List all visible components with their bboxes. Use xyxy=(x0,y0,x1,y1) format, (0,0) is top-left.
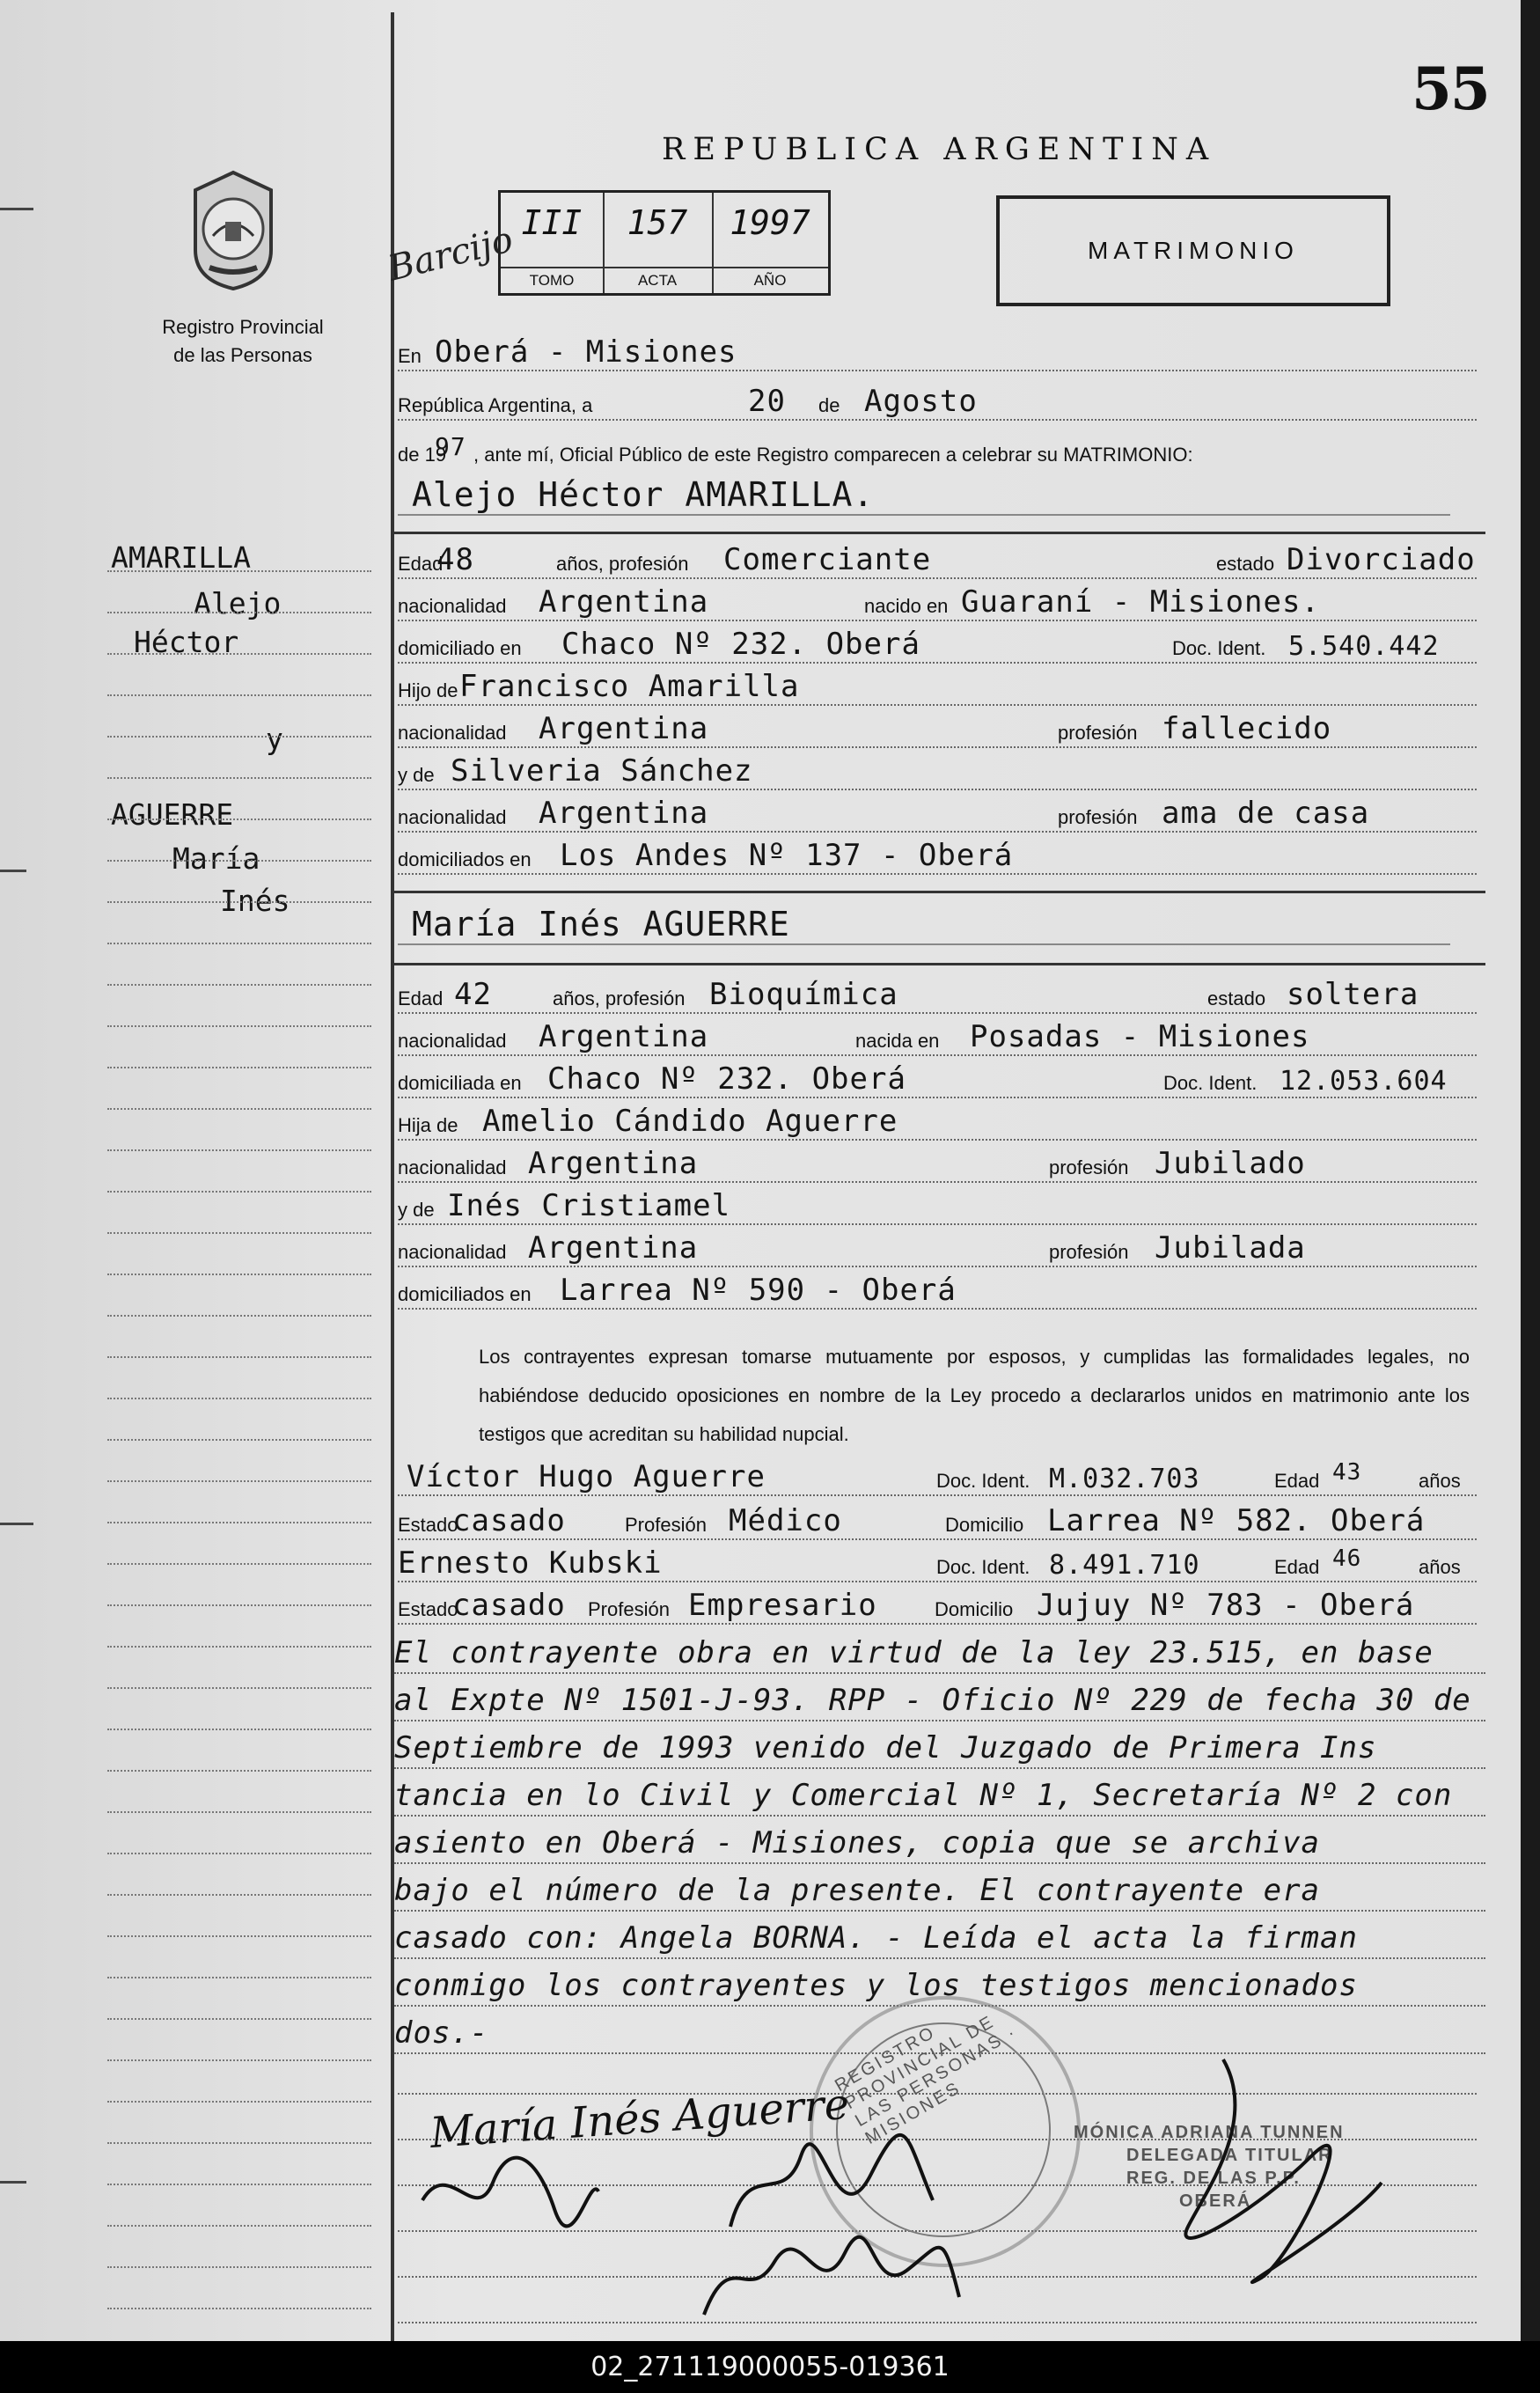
margin-ruled-line xyxy=(107,694,371,696)
bride-name-line xyxy=(398,905,1450,947)
bride-dom-label: domiciliada en xyxy=(398,1072,522,1094)
margin-ruled-line xyxy=(107,1853,371,1854)
note-line xyxy=(394,1771,1485,1818)
bride-nacida-label: nacida en xyxy=(855,1030,940,1052)
witness-2-domicilio: Jujuy Nº 783 - Oberá xyxy=(1037,1588,1415,1623)
note-line xyxy=(394,1913,1485,1961)
groom-estado: Divorciado xyxy=(1287,542,1476,577)
witness-1-signature xyxy=(730,2135,933,2227)
note-text: conmigo los contrayentes y los testigos mencionados xyxy=(394,1968,1358,2003)
witness-1-anos-label: años xyxy=(1419,1470,1461,1492)
note-line xyxy=(394,1676,1485,1723)
margin-ruled-line xyxy=(107,1770,371,1772)
header-statement: , ante mí, Oficial Público de este Registro comparecen a celebrar su MATRIMONIO: xyxy=(473,444,1193,466)
month-value: Agosto xyxy=(864,384,978,419)
margin-ruled-line xyxy=(107,2266,371,2268)
note-text: bajo el número de la presente. El contrayente era xyxy=(394,1873,1321,1908)
bride-nac-label: nacionalidad xyxy=(398,1030,507,1052)
margin-ruled-line xyxy=(107,901,371,903)
margin-ruled-line xyxy=(107,1025,371,1027)
bride-father-label: Hija de xyxy=(398,1114,458,1136)
witness-1-detail-line xyxy=(398,1505,1477,1542)
bride-parents-dom-label: domiciliados en xyxy=(398,1283,532,1305)
groom-nacionalidad: Argentina xyxy=(539,584,709,620)
groom-estado-label: estado xyxy=(1216,553,1275,575)
groom-father-nac-label: nacionalidad xyxy=(398,722,507,744)
groom-nationality-line xyxy=(398,586,1477,623)
legal-text-body: Los contrayentes expresan tomarse mutuamente por esposos, y cumplidas las formalidades legales, no habiéndose deducido oposiciones en nombre de la Ley procedo a declararlos unidos en matrimonio ante los testigos que acreditan su habilidad nupcial. xyxy=(479,1346,1470,1445)
country-heading: REPUBLICA ARGENTINA xyxy=(662,132,1217,167)
margin-ruled-line xyxy=(107,777,371,779)
margin-ruled-line xyxy=(107,818,371,820)
witness-2-name: Ernesto Kubski xyxy=(398,1545,663,1581)
bride-age-line xyxy=(398,979,1477,1016)
margin-and: y xyxy=(266,722,283,756)
bride-nacida: Posadas - Misiones xyxy=(970,1019,1310,1054)
registry-line-1: Registro Provincial xyxy=(162,316,324,338)
margin-ruled-line xyxy=(107,736,371,738)
margin-ruled-line xyxy=(107,612,371,613)
groom-domicilio: Chaco Nº 232. Oberá xyxy=(561,627,920,662)
margin-ruled-line xyxy=(107,860,371,862)
day-value: 20 xyxy=(748,384,786,419)
officer-stamp-line: OBERÁ xyxy=(1179,2191,1252,2211)
bride-father-line xyxy=(398,1105,1477,1142)
margin-ruled-line xyxy=(107,1811,371,1813)
note-text: tancia en lo Civil y Comercial Nº 1, Secretaría Nº 2 con xyxy=(394,1778,1453,1813)
witness-2-edad: 46 xyxy=(1332,1545,1362,1572)
act-type-box: MATRIMONIO xyxy=(996,195,1390,306)
margin-ruled-line xyxy=(107,2308,371,2309)
groom-name: Alejo Héctor AMARILLA. xyxy=(412,475,875,514)
anio-value: 1997 xyxy=(730,203,810,242)
witness-1-dom-label: Domicilio xyxy=(945,1514,1024,1536)
margin-ruled-line xyxy=(107,1563,371,1565)
note-text: asiento en Oberá - Misiones, copia que se archiva xyxy=(394,1825,1321,1861)
margin-ruled-line xyxy=(107,1439,371,1441)
witness-2-edad-label: Edad xyxy=(1274,1556,1320,1578)
groom-parents-dom: Los Andes Nº 137 - Oberá xyxy=(560,838,1014,873)
witness-1-prof-label: Profesión xyxy=(625,1514,707,1536)
margin-ruled-line xyxy=(107,1274,371,1275)
groom-anos-label: años, profesión xyxy=(556,553,689,575)
groom-mother-nat-line xyxy=(398,797,1477,834)
witness-2-dom-label: Domicilio xyxy=(935,1598,1014,1620)
margin-ruled-line xyxy=(107,1646,371,1648)
officer-signature xyxy=(1185,2059,1382,2282)
place-value: Oberá - Misiones xyxy=(435,334,737,370)
witness-1-estado-label: Estado xyxy=(398,1514,458,1536)
bride-estado: soltera xyxy=(1287,977,1419,1012)
groom-signature xyxy=(422,2158,598,2227)
margin-tick xyxy=(0,2181,26,2184)
groom-nacido: Guaraní - Misiones. xyxy=(961,584,1320,620)
margin-ruled-line xyxy=(107,1687,371,1689)
note-text: El contrayente obra en virtud de la ley 23.515, en base xyxy=(394,1635,1434,1670)
groom-mother-nac: Argentina xyxy=(539,796,709,831)
margin-bride-given-1: María xyxy=(172,841,260,876)
margin-ruled-line xyxy=(107,1522,371,1523)
place-line xyxy=(398,336,1477,373)
witness-2-signature xyxy=(704,2237,959,2315)
bride-mother-prof: Jubilada xyxy=(1155,1230,1306,1266)
bride-mother-nat-line xyxy=(398,1232,1477,1269)
en-label: En xyxy=(398,345,422,367)
bride-nacionalidad: Argentina xyxy=(539,1019,709,1054)
groom-mother: Silveria Sánchez xyxy=(451,753,753,789)
groom-mother-prof-label: profesión xyxy=(1058,806,1138,828)
republica-label: República Argentina, a xyxy=(398,394,593,416)
groom-nacido-label: nacido en xyxy=(864,595,949,617)
bride-profesion: Bioquímica xyxy=(709,977,898,1012)
margin-groom-given-2: Héctor xyxy=(134,625,239,659)
groom-father-prof-label: profesión xyxy=(1058,722,1138,744)
groom-dom-label: domiciliado en xyxy=(398,637,522,659)
witness-1-doc: M.032.703 xyxy=(1049,1464,1200,1494)
province-seal-icon xyxy=(187,169,280,292)
bride-mother-prof-label: profesión xyxy=(1049,1241,1129,1263)
witness-1-doc-label: Doc. Ident. xyxy=(936,1470,1030,1492)
bride-parents-dom: Larrea Nº 590 - Oberá xyxy=(560,1273,957,1308)
note-line xyxy=(394,1818,1485,1866)
bride-mother-label: y de xyxy=(398,1199,435,1221)
margin-ruled-line xyxy=(107,1398,371,1399)
groom-edad-label: Edad xyxy=(398,553,444,575)
bride-mother: Inés Cristiamel xyxy=(447,1188,731,1223)
bride-signature: María Inés Aguerre xyxy=(428,2079,851,2158)
witness-1-name: Víctor Hugo Aguerre xyxy=(407,1459,766,1494)
bride-mother-nac: Argentina xyxy=(528,1230,699,1266)
margin-ruled-line xyxy=(107,1356,371,1358)
marginal-signature: Barcijo xyxy=(384,219,517,290)
witness-2-estado: casado xyxy=(452,1588,566,1623)
bride-father: Amelio Cándido Aguerre xyxy=(482,1104,898,1139)
margin-ruled-line xyxy=(107,570,371,572)
bride-domicilio: Chaco Nº 232. Oberá xyxy=(547,1061,906,1097)
section-divider xyxy=(394,963,1485,965)
witness-2-doc: 8.491.710 xyxy=(1049,1550,1200,1581)
bride-edad: 42 xyxy=(454,977,492,1012)
note-text: casado con: Angela BORNA. - Leída el acta la firman xyxy=(394,1920,1358,1956)
bride-doc-label: Doc. Ident. xyxy=(1163,1072,1258,1094)
bride-anos-label: años, profesión xyxy=(553,987,686,1009)
margin-ruled-line xyxy=(107,1480,371,1482)
anio-cell xyxy=(712,193,828,293)
tomo-cell xyxy=(501,193,605,293)
witness-1-edad-label: Edad xyxy=(1274,1470,1320,1492)
bride-mother-line xyxy=(398,1190,1477,1227)
margin-ruled-line xyxy=(107,2142,371,2144)
section-divider xyxy=(394,532,1485,534)
witness-1-edad: 43 xyxy=(1332,1459,1362,1486)
note-line xyxy=(394,1628,1485,1676)
groom-father-line xyxy=(398,671,1477,708)
file-id-bar: 02_271119000055-019361 xyxy=(0,2341,1540,2393)
margin-ruled-line xyxy=(107,943,371,944)
witness-2-anos-label: años xyxy=(1419,1556,1461,1578)
margin-tick xyxy=(0,1523,33,1525)
margin-ruled-line xyxy=(107,1729,371,1730)
officer-stamp-line: DELEGADA TITULAR xyxy=(1126,2146,1333,2165)
margin-tick xyxy=(0,870,26,872)
groom-parents-dom-label: domiciliados en xyxy=(398,848,532,870)
page-number: 55 xyxy=(1412,55,1489,123)
registry-name xyxy=(123,313,363,370)
groom-mother-prof: ama de casa xyxy=(1162,796,1370,831)
officer-stamp-line: MÓNICA ADRIANA TUNNEN xyxy=(1074,2123,1345,2142)
year-line xyxy=(398,432,1477,472)
margin-bride-surname: AGUERRE xyxy=(111,797,234,832)
margin-ruled-line xyxy=(107,1315,371,1317)
witness-1-line xyxy=(398,1461,1477,1498)
groom-father-nac: Argentina xyxy=(539,711,709,746)
bride-father-nac-label: nacionalidad xyxy=(398,1156,507,1178)
margin-ruled-line xyxy=(107,1149,371,1151)
groom-mother-line xyxy=(398,755,1477,792)
margin-ruled-line xyxy=(107,653,371,655)
margin-ruled-line xyxy=(107,1935,371,1937)
margin-ruled-line xyxy=(107,1604,371,1606)
groom-age-line xyxy=(398,544,1477,581)
margin-ruled-line xyxy=(107,1977,371,1978)
groom-doc-label: Doc. Ident. xyxy=(1172,637,1266,659)
bride-nationality-line xyxy=(398,1021,1477,1058)
note-text: dos.- xyxy=(394,2015,489,2051)
margin-ruled-line xyxy=(107,1067,371,1068)
round-stamp-text: REGISTRO PROVINCIAL DE LAS PERSONAS · MISIONES xyxy=(832,2011,1021,2148)
bride-address-line xyxy=(398,1063,1477,1100)
margin-ruled-line xyxy=(107,1232,371,1234)
bride-estado-label: estado xyxy=(1207,987,1266,1009)
bride-parents-address-line xyxy=(398,1274,1477,1311)
signatures xyxy=(414,2051,1426,2332)
anio-label: AÑO xyxy=(712,267,828,293)
note-text: Septiembre de 1993 venido del Juzgado de Primera Ins xyxy=(394,1730,1377,1765)
registry-line-2: de las Personas xyxy=(173,344,312,366)
bride-father-nac: Argentina xyxy=(528,1146,699,1181)
margin-ruled-line xyxy=(107,2101,371,2103)
margin-ruled-line xyxy=(107,2184,371,2185)
year-suffix: 97 xyxy=(435,432,466,461)
margin-ruled-line xyxy=(107,1108,371,1110)
groom-profesion: Comerciante xyxy=(723,542,932,577)
margin-ruled-line xyxy=(107,1191,371,1193)
witness-1-estado: casado xyxy=(452,1503,566,1538)
tomo-label: TOMO xyxy=(501,267,603,293)
note-text: al Expte Nº 1501-J-93. RPP - Oficio Nº 229 de fecha 30 de xyxy=(394,1683,1471,1718)
bride-doc: 12.053.604 xyxy=(1280,1066,1448,1097)
groom-father-nat-line xyxy=(398,713,1477,750)
margin-ruled-line xyxy=(107,984,371,986)
margin-groom-surname: AMARILLA xyxy=(111,540,251,575)
acta-cell xyxy=(603,193,714,293)
witness-2-detail-line xyxy=(398,1589,1477,1626)
witness-1-domicilio: Larrea Nº 582. Oberá xyxy=(1047,1503,1426,1538)
groom-doc: 5.540.442 xyxy=(1288,631,1440,662)
note-line xyxy=(394,1723,1485,1771)
groom-address-line xyxy=(398,628,1477,665)
bride-father-prof: Jubilado xyxy=(1155,1146,1306,1181)
bride-mother-nac-label: nacionalidad xyxy=(398,1241,507,1263)
section-divider xyxy=(394,891,1485,893)
date-line xyxy=(398,385,1477,422)
groom-nac-label: nacionalidad xyxy=(398,595,507,617)
de-label: de xyxy=(818,394,840,416)
groom-father-prof: fallecido xyxy=(1162,711,1332,746)
groom-mother-nac-label: nacionalidad xyxy=(398,806,507,828)
bride-name: María Inés AGUERRE xyxy=(412,905,790,943)
margin-ruled-line xyxy=(107,2225,371,2227)
groom-edad: 48 xyxy=(436,542,474,577)
reference-box xyxy=(498,190,831,296)
acta-label: ACTA xyxy=(603,267,712,293)
groom-father-label: Hijo de xyxy=(398,679,458,701)
witness-2-line xyxy=(398,1547,1477,1584)
groom-name-line xyxy=(398,475,1450,518)
margin-groom-given-1: Alejo xyxy=(194,586,282,620)
legal-text xyxy=(394,1338,1470,1454)
bride-edad-label: Edad xyxy=(398,987,444,1009)
margin-bride-given-2: Inés xyxy=(220,884,290,918)
groom-parents-address-line xyxy=(398,840,1477,877)
witness-2-profesion: Empresario xyxy=(688,1588,877,1623)
groom-mother-label: y de xyxy=(398,764,435,786)
margin-ruled-line xyxy=(107,2018,371,2020)
officer-stamp-line: REG. DE LAS P.P. xyxy=(1126,2169,1301,2188)
margin-tick xyxy=(0,208,33,210)
acta-value: 157 xyxy=(627,203,688,242)
bride-father-prof-label: profesión xyxy=(1049,1156,1129,1178)
witness-2-doc-label: Doc. Ident. xyxy=(936,1556,1030,1578)
bride-father-nat-line xyxy=(398,1148,1477,1185)
year-prefix: de 19 xyxy=(398,444,447,466)
groom-father: Francisco Amarilla xyxy=(459,669,800,704)
witness-2-estado-label: Estado xyxy=(398,1598,458,1620)
margin-ruled-line xyxy=(107,1894,371,1896)
witness-2-prof-label: Profesión xyxy=(588,1598,670,1620)
margin-ruled-line xyxy=(107,2059,371,2061)
witness-1-profesion: Médico xyxy=(729,1503,842,1538)
tomo-value: III xyxy=(521,203,583,242)
note-line xyxy=(394,1866,1485,1913)
